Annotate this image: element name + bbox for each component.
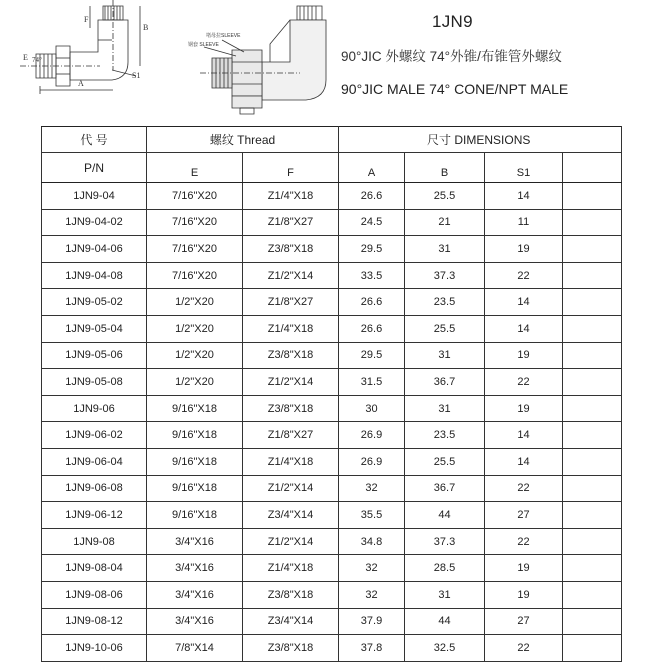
header-dimensions: 尺寸 DIMENSIONS [339,127,622,153]
cell-pn: 1JN9-08-12 [42,608,147,635]
cell-blank [563,209,622,236]
cell-b: 36.7 [405,475,485,502]
cell-pn: 1JN9-05-06 [42,342,147,369]
cell-a: 37.9 [339,608,405,635]
dim-s1-label: S1 [132,71,141,80]
table-row [42,289,622,316]
cell-b: 21 [405,209,485,236]
cell-f: Z1/2"X14 [243,475,339,502]
cell-s1: 14 [485,289,563,316]
cell-blank [563,555,622,582]
cell-pn: 1JN9-06-04 [42,448,147,475]
table-row [42,183,622,210]
dim-e-label: E [23,53,28,62]
cell-pn: 1JN9-04 [42,183,147,210]
table-row [42,315,622,342]
fitting-drawings [0,0,330,120]
sleeve-label-2: 钢套 SLEEVE [188,42,219,48]
left-elbow-drawing [20,0,148,94]
header-code-cn: 代 号 [42,127,147,153]
cell-pn: 1JN9-10-06 [42,635,147,662]
cell-e: 1/2"X20 [147,342,243,369]
cell-s1: 27 [485,608,563,635]
table-row [42,209,622,236]
cell-pn: 1JN9-04-06 [42,236,147,263]
cell-b: 25.5 [405,448,485,475]
right-elbow-drawing [188,6,326,114]
cell-e: 9/16"X18 [147,448,243,475]
table-row [42,369,622,396]
header-blank [563,153,622,183]
cell-blank [563,422,622,449]
cell-pn: 1JN9-06-08 [42,475,147,502]
cell-e: 1/2"X20 [147,315,243,342]
cell-e: 7/16"X20 [147,236,243,263]
cell-pn: 1JN9-04-08 [42,262,147,289]
cell-a: 29.5 [339,236,405,263]
header-e: E [147,153,243,183]
cell-a: 26.6 [339,183,405,210]
cell-f: Z3/8"X18 [243,395,339,422]
cell-a: 26.9 [339,422,405,449]
cell-e: 9/16"X18 [147,475,243,502]
cell-f: Z1/2"X14 [243,262,339,289]
cell-s1: 27 [485,502,563,529]
cell-pn: 1JN9-06-02 [42,422,147,449]
cell-pn: 1JN9-04-02 [42,209,147,236]
cell-blank [563,581,622,608]
subtitle-chinese: 90°JIC 外螺纹 74°外锥/布锥管外螺纹 [341,49,562,64]
cell-b: 44 [405,608,485,635]
cell-blank [563,289,622,316]
cell-blank [563,262,622,289]
cell-a: 31.5 [339,369,405,396]
cell-b: 31 [405,236,485,263]
cell-f: Z3/8"X18 [243,581,339,608]
cell-blank [563,608,622,635]
table-row [42,342,622,369]
cell-a: 32 [339,555,405,582]
cell-f: Z3/8"X18 [243,342,339,369]
table-row [42,555,622,582]
spec-table [41,126,622,662]
cell-s1: 22 [485,528,563,555]
cell-f: Z1/2"X14 [243,369,339,396]
cell-s1: 22 [485,369,563,396]
cell-a: 35.5 [339,502,405,529]
cell-a: 30 [339,395,405,422]
header-thread: 螺纹 Thread [147,127,339,153]
cell-f: Z3/8"X18 [243,236,339,263]
table-row [42,502,622,529]
dim-a-label: A [78,79,84,88]
cell-f: Z3/8"X18 [243,635,339,662]
cell-blank [563,315,622,342]
cell-b: 25.5 [405,183,485,210]
cell-blank [563,236,622,263]
cell-e: 7/16"X20 [147,209,243,236]
angle-label: 74° [32,56,42,64]
table-row [42,448,622,475]
cell-blank [563,369,622,396]
cell-blank [563,502,622,529]
cell-b: 23.5 [405,289,485,316]
cell-pn: 1JN9-06-12 [42,502,147,529]
cell-e: 9/16"X18 [147,502,243,529]
cell-s1: 19 [485,581,563,608]
cell-f: Z3/4"X14 [243,608,339,635]
cell-f: Z1/8"X27 [243,422,339,449]
cell-s1: 11 [485,209,563,236]
cell-f: Z1/2"X14 [243,528,339,555]
cell-b: 31 [405,342,485,369]
table-row [42,236,622,263]
cell-blank [563,448,622,475]
cell-a: 26.6 [339,315,405,342]
cell-f: Z3/4"X14 [243,502,339,529]
cell-f: Z1/4"X18 [243,315,339,342]
cell-e: 3/4"X16 [147,608,243,635]
cell-s1: 22 [485,635,563,662]
cell-s1: 19 [485,236,563,263]
cell-pn: 1JN9-05-08 [42,369,147,396]
cell-s1: 14 [485,183,563,210]
table-header-row-1 [42,127,622,153]
cell-s1: 14 [485,422,563,449]
cell-b: 25.5 [405,315,485,342]
cell-e: 3/4"X16 [147,581,243,608]
table-header-row-2 [42,153,622,183]
cell-pn: 1JN9-08-06 [42,581,147,608]
subtitle-english: 90°JIC MALE 74° CONE/NPT MALE [341,81,569,97]
cell-e: 3/4"X16 [147,555,243,582]
table-row [42,475,622,502]
cell-pn: 1JN9-05-02 [42,289,147,316]
header-a: A [339,153,405,183]
cell-f: Z1/4"X18 [243,183,339,210]
header-b: B [405,153,485,183]
cell-pn: 1JN9-06 [42,395,147,422]
cell-f: Z1/4"X18 [243,448,339,475]
cell-s1: 22 [485,475,563,502]
sleeve-label-1: 堵母拉SLEEVE [206,33,241,39]
cell-b: 31 [405,395,485,422]
cell-s1: 14 [485,315,563,342]
cell-e: 3/4"X16 [147,528,243,555]
cell-blank [563,475,622,502]
table-row [42,608,622,635]
cell-a: 32 [339,475,405,502]
cell-a: 26.6 [339,289,405,316]
cell-b: 37.3 [405,262,485,289]
cell-e: 7/8"X14 [147,635,243,662]
cell-pn: 1JN9-05-04 [42,315,147,342]
cell-pn: 1JN9-08 [42,528,147,555]
table-row [42,422,622,449]
cell-b: 28.5 [405,555,485,582]
cell-a: 29.5 [339,342,405,369]
table-body [42,183,622,662]
table-row [42,581,622,608]
cell-e: 1/2"X20 [147,289,243,316]
dim-f-label: F [84,15,89,24]
cell-s1: 19 [485,395,563,422]
table-row [42,528,622,555]
header-pn: P/N [42,153,147,183]
cell-a: 37.8 [339,635,405,662]
cell-a: 32 [339,581,405,608]
cell-b: 44 [405,502,485,529]
cell-blank [563,635,622,662]
cell-f: Z1/8"X27 [243,209,339,236]
cell-a: 34.8 [339,528,405,555]
cell-pn: 1JN9-08-04 [42,555,147,582]
cell-b: 31 [405,581,485,608]
cell-blank [563,183,622,210]
cell-b: 37.3 [405,528,485,555]
cell-s1: 14 [485,448,563,475]
cell-e: 1/2"X20 [147,369,243,396]
cell-s1: 19 [485,555,563,582]
cell-e: 9/16"X18 [147,422,243,449]
cell-s1: 22 [485,262,563,289]
header-s1: S1 [485,153,563,183]
cell-b: 36.7 [405,369,485,396]
cell-a: 33.5 [339,262,405,289]
product-title: 1JN9 [432,12,473,31]
cell-blank [563,395,622,422]
cell-e: 7/16"X20 [147,183,243,210]
cell-blank [563,528,622,555]
cell-f: Z1/8"X27 [243,289,339,316]
table-row [42,395,622,422]
cell-s1: 19 [485,342,563,369]
table-row [42,262,622,289]
cell-blank [563,342,622,369]
dim-b-label: B [143,23,149,32]
cell-b: 32.5 [405,635,485,662]
cell-e: 7/16"X20 [147,262,243,289]
cell-a: 24.5 [339,209,405,236]
cell-e: 9/16"X18 [147,395,243,422]
table-row [42,635,622,662]
cell-b: 23.5 [405,422,485,449]
header-f: F [243,153,339,183]
cell-a: 26.9 [339,448,405,475]
cell-f: Z1/4"X18 [243,555,339,582]
